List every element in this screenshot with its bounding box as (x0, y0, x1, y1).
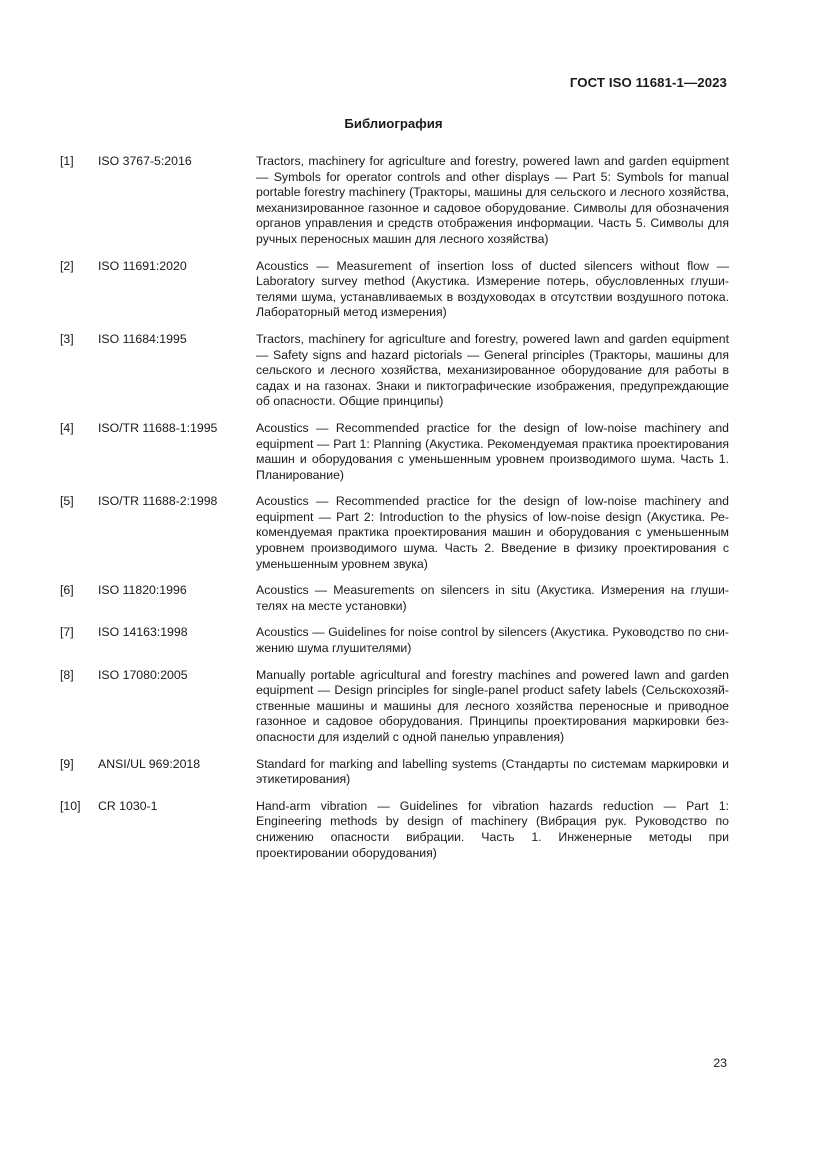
bibliography-entry (60, 799, 729, 861)
entry-number: [8] (60, 667, 74, 682)
entry-standard: ISO 3767-5:2016 (98, 154, 192, 168)
bibliography-entry (60, 494, 729, 572)
entry-number: [3] (60, 331, 74, 346)
entry-description: Acoustics — Measurements on silencers in situ (Акустика. Измерения на глушителях на месте установки) (256, 583, 729, 613)
entry-description: Tractors, machinery for agriculture and forestry, powered lawn and garden equipment — Symbols for operator controls and other displays — Part 5: Symbols for manual portable forestry machinery (Тракторы, машины для сельского и лесного хозяйства, механизированное газонное и садовое оборудование. Символы для обозначения органов управления и средств отображения информации. Часть 5. Символы для ручных переносных машин для лесного хозяйства) (256, 154, 729, 246)
bibliography-entry (60, 332, 729, 410)
entry-standard: ISO 11820:1996 (98, 583, 187, 598)
entry-description: Acoustics — Recommended practice for the design of low-noise machinery and equipment — Part 2: Introduction to the physics of low-noise design (Акустика. Рекомендуемая практика проектирования машин и оборудования с уменьшенным уровнем производимого шума. Часть 2. Введение в физику проектирования с уменьшенным уровнем звука) (256, 494, 729, 571)
entry-number: [9] (60, 756, 74, 771)
bibliography-list (60, 154, 729, 872)
entry-standard: ANSI/UL 969:2018 (98, 756, 201, 771)
entry-description: Acoustics — Measurement of insertion loss of ducted silencers without flow — Laboratory survey method (Акустика. Измерение потерь, обусловленных глушителями шума, устанавливаемых в воздуховодах в отсутствии воздушного потока. Лабораторный метод измерения) (256, 258, 729, 320)
entry-number: [2] (60, 258, 74, 273)
entry-number: [5] (60, 494, 74, 509)
entry-standard: ISO 11691:2020 (98, 258, 187, 273)
entry-description: Acoustics — Recommended practice for the design of low-noise machinery and equipment — Part 1: Planning (Акустика. Рекомендуемая практика проектирования машин и оборудования с уменьшенным уровнем производимого шума. Часть 1. Планирование) (256, 420, 729, 482)
entry-standard: ISO/TR 11688-1:1995 (98, 420, 218, 435)
bibliography-entry (60, 625, 729, 656)
entry-description: Manually portable agricultural and forestry machines and powered lawn and garden equipment — Design principles for single-panel product safety labels (Сельскохозяйственные машины и машины для лесного хозяйства переносные и приводное газонное и садовое оборудования. Принципы проектирования маркировки безопасности для изделий с одной панелью управления) (256, 667, 729, 744)
entry-description: Tractors, machinery for agriculture and forestry, powered lawn and garden equipment — Safety signs and hazard pictorials — General principles (Тракторы, машины для сельского и лесного хозяйства, механизированное оборудование для работы в садах и на газонах. Знаки и пиктографические изображения, предупреждающие об опасности. Общие принципы) (256, 331, 729, 409)
bibliography-title: Библиография (344, 116, 443, 131)
page-number: 23 (713, 1056, 727, 1070)
bibliography-entry (60, 154, 729, 248)
entry-description: Acoustics — Guidelines for noise control by silencers (Акустика. Руководство по снижению шума глушителями) (256, 625, 729, 656)
document-code: ГОСТ ISO 11681-1—2023 (569, 75, 727, 90)
bibliography-entry (60, 259, 729, 321)
bibliography-entry (60, 421, 729, 483)
bibliography-entry (60, 757, 729, 788)
entry-standard: ISO 17080:2005 (98, 667, 188, 682)
entry-standard: ISO/TR 11688-2:1998 (98, 494, 218, 509)
entry-standard: ISO 11684:1995 (98, 331, 187, 346)
bibliography-entry (60, 583, 729, 614)
entry-description: Standard for marking and labelling systems (Стандарты по системам маркировки и этикетирования) (256, 756, 729, 787)
entry-standard: CR 1030-1 (98, 798, 158, 813)
entry-number: [4] (60, 420, 74, 435)
entry-standard: ISO 14163:1998 (98, 625, 188, 640)
entry-number: [1] (60, 154, 74, 168)
entry-number: [10] (60, 798, 81, 813)
entry-number: [7] (60, 625, 74, 640)
entry-number: [6] (60, 583, 74, 598)
entry-description: Hand-arm vibration — Guidelines for vibration hazards reduction — Part 1: Engineering methods by design of machinery (Вибрация рук. Руководство по снижению опасности вибрации. Часть 1. Инженерные методы при проектировании оборудования) (256, 798, 729, 860)
bibliography-entry (60, 668, 729, 746)
